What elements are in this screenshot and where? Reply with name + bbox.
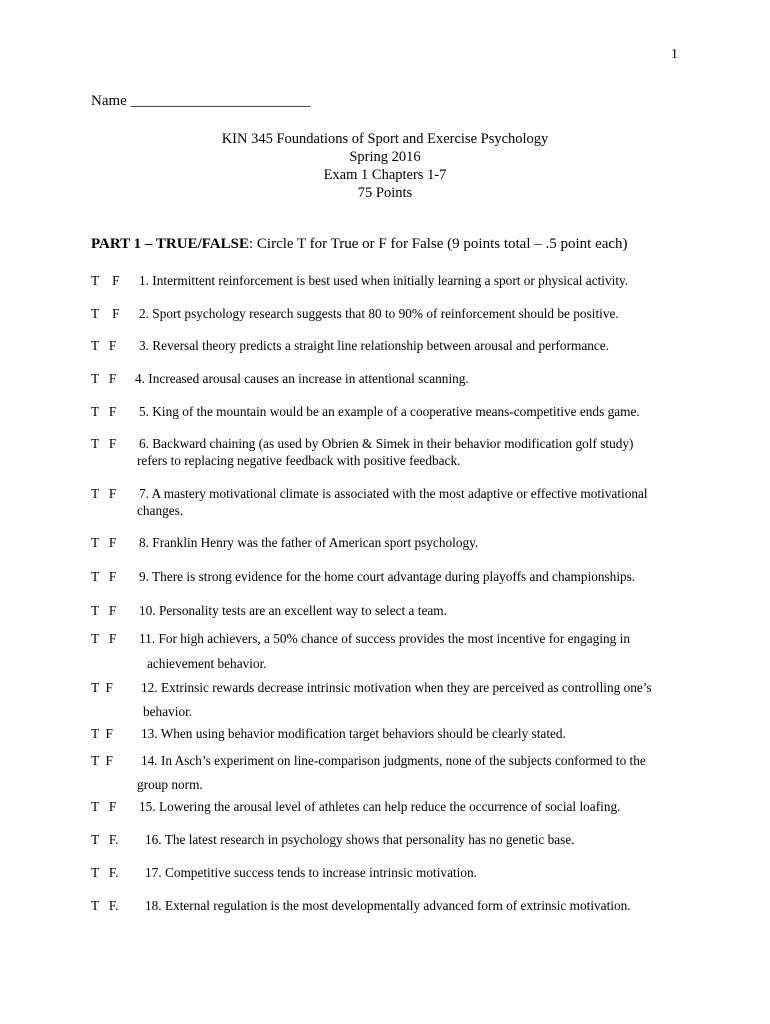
question-item (91, 485, 648, 519)
question-item (91, 725, 566, 742)
true-false-choice[interactable]: T F (91, 799, 117, 814)
true-false-choice[interactable]: T F (91, 603, 117, 618)
course-title: KIN 345 Foundations of Sport and Exercise Psychology (221, 131, 549, 147)
question-text: 4. Increased arousal causes an increase in attentional scanning. (135, 371, 469, 386)
exam-title: Exam 1 Chapters 1-7 (323, 167, 447, 183)
question-text: 11. For high achievers, a 50% chance of success provides the most incentive for engaging in (139, 631, 630, 646)
question-text: 6. Backward chaining (as used by Obrien & Simek in their behavior modification golf study) (139, 436, 634, 451)
question-item (91, 534, 478, 551)
question-text-continued: refers to replacing negative feedback with positive feedback. (137, 453, 461, 468)
question-item (91, 626, 630, 676)
true-false-choice[interactable]: T F (91, 404, 117, 419)
question-text: 3. Reversal theory predicts a straight line relationship between arousal and performance. (139, 338, 610, 353)
question-text: 5. King of the mountain would be an example of a cooperative means-competitive ends game. (139, 404, 640, 419)
question-text-continued: group norm. (137, 777, 203, 792)
question-text: 18. External regulation is the most developmentally advanced form of extrinsic motivation. (145, 898, 631, 913)
part1-heading-bold: PART 1 – TRUE/FALSE (91, 236, 249, 252)
true-false-choice[interactable]: T F (91, 486, 117, 501)
question-text-continued: changes. (137, 503, 184, 518)
question-text: 1. Intermittent reinforcement is best used when initially learning a sport or physical activity. (139, 273, 629, 288)
question-item (91, 337, 609, 354)
true-false-choice[interactable]: T F (91, 753, 113, 768)
page-number: 1 (671, 47, 678, 62)
question-item (91, 602, 447, 619)
total-points: 75 Points (357, 185, 413, 201)
question-text: 15. Lowering the arousal level of athletes can help reduce the occurrence of social loafing. (139, 799, 621, 814)
true-false-choice[interactable]: T F (91, 371, 117, 386)
question-item (91, 370, 469, 387)
true-false-choice[interactable]: T F (91, 631, 117, 646)
question-item (91, 305, 619, 322)
question-item (91, 272, 628, 289)
question-text: 7. A mastery motivational climate is associated with the most adaptive or effective motivational (139, 486, 648, 501)
question-text: 12. Extrinsic rewards decrease intrinsic motivation when they are perceived as controlling one’s (141, 680, 652, 695)
question-text: 8. Franklin Henry was the father of American sport psychology. (139, 535, 479, 550)
question-item (91, 798, 620, 815)
part1-heading (91, 236, 628, 253)
question-item (91, 568, 635, 585)
term: Spring 2016 (349, 149, 421, 165)
true-false-choice[interactable]: T F (91, 436, 117, 451)
question-item (91, 403, 640, 420)
true-false-choice[interactable]: T F (91, 680, 113, 695)
question-text: 17. Competitive success tends to increase intrinsic motivation. (145, 865, 477, 880)
true-false-choice[interactable]: T F. (91, 832, 119, 847)
question-item (91, 749, 646, 797)
question-text: 9. There is strong evidence for the home court advantage during playoffs and championships. (139, 569, 636, 584)
true-false-choice[interactable]: T F (91, 535, 117, 550)
true-false-choice[interactable]: T F. (91, 898, 119, 913)
true-false-choice[interactable]: T F. (91, 865, 119, 880)
question-item (91, 897, 631, 914)
question-text: 13. When using behavior modification target behaviors should be clearly stated. (141, 726, 566, 741)
true-false-choice[interactable]: T F (91, 273, 120, 288)
question-text: 10. Personality tests are an excellent way to select a team. (139, 603, 447, 618)
true-false-choice[interactable]: T F (91, 338, 117, 353)
question-item (91, 831, 575, 848)
question-text: 2. Sport psychology research suggests that 80 to 90% of reinforcement should be positive. (139, 306, 619, 321)
question-text-continued: behavior. (143, 704, 193, 719)
part1-heading-instructions: : Circle T for True or F for False (9 points total – .5 point each) (248, 236, 628, 252)
question-item (91, 864, 477, 881)
question-text-continued: achievement behavior. (147, 656, 267, 671)
question-text: 16. The latest research in psychology shows that personality has no genetic base. (145, 832, 575, 847)
true-false-choice[interactable]: T F (91, 726, 113, 741)
name-field-line[interactable]: Name ________________________ (91, 93, 311, 109)
question-item (91, 676, 652, 724)
true-false-choice[interactable]: T F (91, 569, 117, 584)
exam-header (0, 130, 770, 202)
question-item (91, 435, 633, 469)
question-text: 14. In Asch’s experiment on line-comparison judgments, none of the subjects conformed to the (141, 753, 646, 768)
true-false-choice[interactable]: T F (91, 306, 120, 321)
